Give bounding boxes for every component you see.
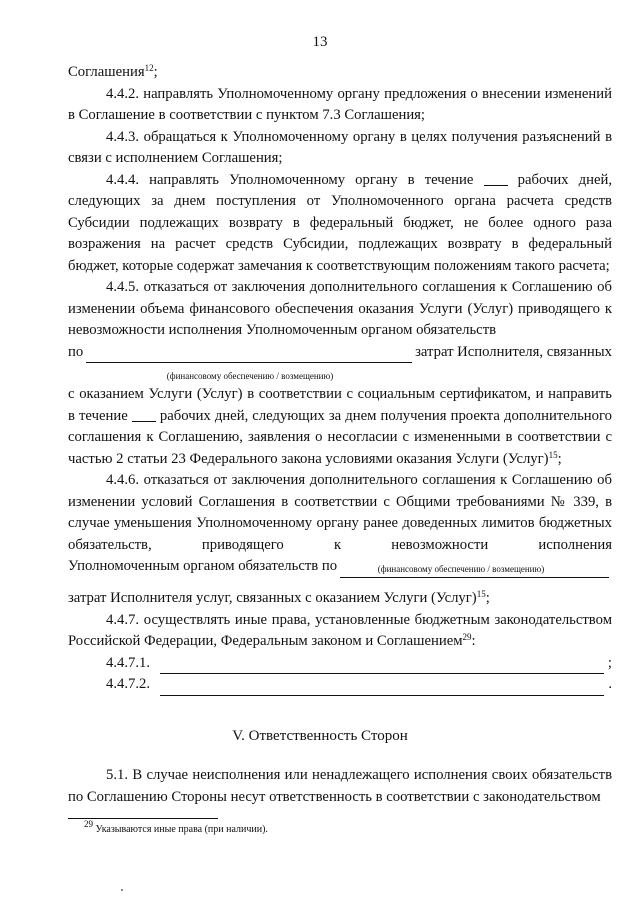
fill-line (160, 680, 604, 696)
clause-4-4-4 (68, 170, 612, 278)
paragraph-continuation (68, 62, 612, 84)
text: 4.4.7. осуществлять иные права, установленные бюджетным законодательством Российской Федерации, Федеральным законом и Соглашением (68, 611, 612, 649)
fill-line (86, 347, 412, 363)
footnote-text: Указываются иные права (при наличии). (95, 824, 268, 835)
text: по (68, 343, 84, 360)
document-body-3 (68, 588, 612, 696)
clause-4-4-7-2 (106, 674, 612, 696)
text: рабочих дней, следующих за днем получения проекта дополнительного соглашения к Соглашению, заявления о несогласии с измененными в соответствии с частью 2 статьи 23 Федерального закона условиями оказания Услуги (Услуг) (68, 407, 613, 467)
text: Уполномоченным органом обязательств по (68, 558, 338, 574)
document-body-2 (68, 384, 612, 578)
text: Соглашения (68, 64, 145, 80)
clause-5-1: 5.1. В случае неисполнения или ненадлежащего исполнения своих обязательств по Соглашению Стороны несут ответственность в соответствии с законодательством (68, 767, 612, 805)
text: ; (485, 590, 490, 606)
clause-4-4-3: 4.4.3. обращаться к Уполномоченному органу в целях получения разъяснений в связи с исполнением Соглашения; (68, 128, 612, 166)
blank-field (484, 171, 508, 186)
clause-4-4-7-1 (106, 653, 612, 675)
document-body (68, 62, 612, 363)
clause-4-4-6-cont (68, 588, 612, 610)
clause-4-4-5-cont (68, 384, 612, 470)
fill-caption: (финансовому обеспечению / возмещению) (166, 371, 334, 381)
scan-speck (121, 889, 123, 891)
clause-4-4-5-fill-row (68, 342, 612, 364)
text: с оказанием Услуги (Услуг) в соответствии с социальным сертификатом, и направить в течение (68, 386, 612, 424)
fill-line (160, 658, 604, 674)
clause-4-4-2: 4.4.2. направлять Уполномоченному органу предложения о внесении изменений в Соглашение в соответствии с пунктом 7.3 Соглашения; (68, 85, 612, 123)
text: затрат Исполнителя, связанных (415, 343, 612, 360)
page-number: 13 (312, 34, 328, 50)
footnote-ref: 12 (144, 63, 154, 73)
text: ; (607, 654, 612, 671)
clause-4-4-7 (68, 610, 612, 653)
list-label: 4.4.7.2. (106, 676, 151, 692)
clause-4-4-5: 4.4.5. отказаться от заключения дополнительного соглашения к Соглашению об изменении объема финансового обеспечения оказания Услуги (Услуг) приводящего к невозможности исполнения Уполномоченным органом обязательств (68, 279, 612, 338)
section-heading: V. Ответственность Сторон (232, 728, 408, 744)
blank-field (132, 407, 156, 422)
fill-caption: (финансовому обеспечению / возмещению) (377, 564, 545, 574)
footnote-ref: 29 (462, 632, 472, 642)
text: . (608, 676, 612, 692)
clause-4-4-6: 4.4.6. отказаться от заключения дополнительного соглашения к Соглашению об изменении условий Соглашения в соответствии с Общими требованиями № 339, в случае уменьшения Уполномоченному органу ранее доведенных лимитов бюджетных обязательств, приводящего к невозможности исполнения (68, 472, 612, 553)
text: затрат Исполнителя услуг, связанных с оказанием Услуги (Услуг) (68, 590, 477, 606)
text: : (471, 633, 476, 649)
footnote-number: 29 (84, 819, 93, 829)
document-body-4 (68, 765, 612, 808)
text: 4.4.4. направлять Уполномоченному органу в течение (106, 171, 474, 188)
footnote (84, 819, 268, 835)
text: ; (153, 64, 158, 80)
list-label: 4.4.7.1. (106, 654, 151, 671)
footnote-ref: 15 (548, 449, 558, 460)
text: ; (557, 450, 562, 467)
footnote-ref: 15 (476, 589, 486, 599)
text: рабочих дней, следующих за днем поступления от Уполномоченного органа расчета средств Субсидии подлежащих возврату в федеральный бюджет, не более одного раза возражения на расчет средств Субсидии, подлежащих возврату в федеральный бюджет, которые содержат замечания к соответствующим положениям такого расчета; (68, 171, 613, 274)
